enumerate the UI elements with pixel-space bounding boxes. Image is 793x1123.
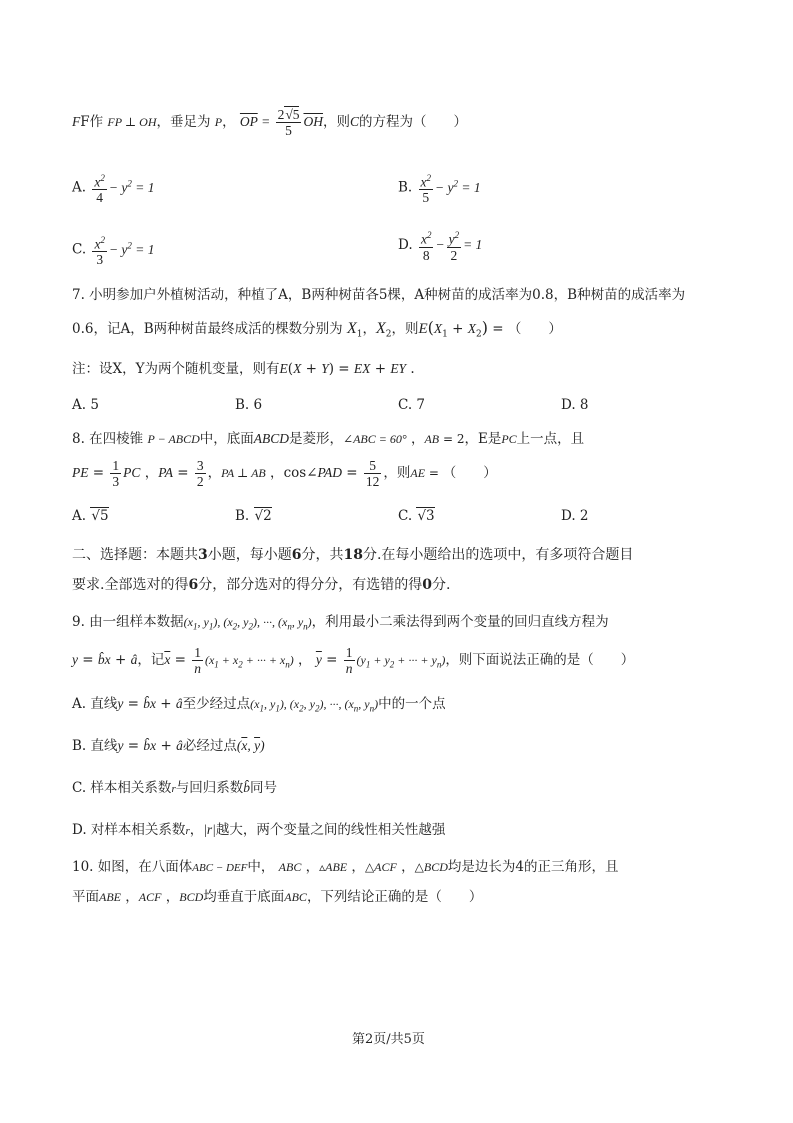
q9-option-c[interactable]: C. 样本相关系数r与回归系数b̂同号: [72, 780, 277, 796]
q6-stem: FF作 FP ⊥ OH，垂足为 P， $\overline{OP}$ = $\frac{2√5}{5}$ $\overline{OH}$，则C的方程为（ ）: [72, 107, 467, 138]
q8-option-a[interactable]: A. √5: [72, 508, 109, 524]
section2-heading-line2: 要求.全部选对的得6分，部分选对的得分分，有选错的得0分.: [72, 577, 451, 593]
q7-line1: 7. 小明参加户外植树活动，种植了A，B两种树苗各5棵，A种树苗的成活率为0.8，B种树苗的成活率为: [72, 287, 686, 303]
section2-heading-line1: 二、选择题：本题共3小题，每小题6分，共18分.在每小题给出的选项中，有多项符合题目: [72, 547, 634, 563]
q7-option-d[interactable]: D. 8: [561, 397, 589, 413]
q8-option-d[interactable]: D. 2: [561, 508, 589, 524]
q8-option-c[interactable]: C. √3: [398, 508, 435, 524]
q8-line2: PE = $\frac{1}{3}$ PC ，PA = $\frac{3}{2}$ ，PA ⊥ AB ，cos∠PAD = $\frac{5}{12}$ ，则AE = （ ）: [72, 458, 497, 489]
q9-line2: y = b̂x + â，记$\overline{x}$ = $\frac{1}{n}$ ($x_1 + x_2$ + ··· + $x_n$) ， $\overline{y}$ = $\frac{1}{n}$ ($y_1 + y_2$ + ··· + $y_n$)，则下面说法正确的是（ ）: [72, 645, 635, 676]
q7-note: 注：设X，Y为两个随机变量，则有E(X + Y) = EX + EY .: [72, 361, 415, 377]
var-F: F: [72, 114, 81, 129]
q9-line1: 9. 由一组样本数据($x_1$, $y_1$), ($x_2$, $y_2$), ···, ($x_n$, $y_n$)，利用最小二乘法得到两个变量的回归直线方程为: [72, 614, 609, 632]
q9-option-a[interactable]: A. 直线y = b̂x + â至少经过点($x_1$, $y_1$), ($x_2$, $y_2$), ···, ($x_n$, $y_n$)中的一个点: [72, 696, 446, 714]
q7-option-b[interactable]: B. 6: [235, 397, 263, 413]
page-number: 第2页/共5页: [352, 1032, 425, 1047]
q6-option-b[interactable]: B. $\frac{x^2}{5}$ − $y^2 = 1$: [398, 172, 481, 206]
q7-option-a[interactable]: A. 5: [72, 397, 99, 413]
q10-line2: 平面ABE ，ACF ，BCD均垂直于底面ABC，下列结论正确的是（ ）: [72, 889, 483, 905]
q9-option-d[interactable]: D. 对样本相关系数r，|r|越大，两个变量之间的线性相关性越强: [72, 822, 446, 838]
q7-line2: 0.6，记A，B两种树苗最终成活的棵数分别为 $X_1$，$X_2$，则$E(X_1 + X_2)$ = （ ）: [72, 318, 562, 340]
q10-line1: 10. 如图，在八面体ABC − DEF中， ABC ，▵ABE ，△ACF ，△BCD均是边长为4的正三角形，且: [72, 859, 619, 875]
q9-option-b[interactable]: B. 直线y = b̂x + â必经过点($\overline{x}$, $\overline{y}$): [72, 738, 265, 754]
q7-option-c[interactable]: C. 7: [398, 397, 426, 413]
q6-option-c[interactable]: C. $\frac{x^2}{3}$ − $y^2 = 1$: [72, 234, 155, 268]
q8-line1: 8. 在四棱锥 P − ABCD中，底面ABCD是菱形，∠ABC = 60° ，AB = 2，E是PC上一点，且: [72, 431, 585, 447]
q8-option-b[interactable]: B. √2: [235, 508, 272, 524]
q6-option-a[interactable]: A. $\frac{x^2}{4}$ − $y^2 = 1$: [72, 172, 155, 206]
q6-option-d[interactable]: D. $\frac{x^2}{8}$ − $\frac{y^2}{2}$ = 1: [398, 230, 483, 263]
